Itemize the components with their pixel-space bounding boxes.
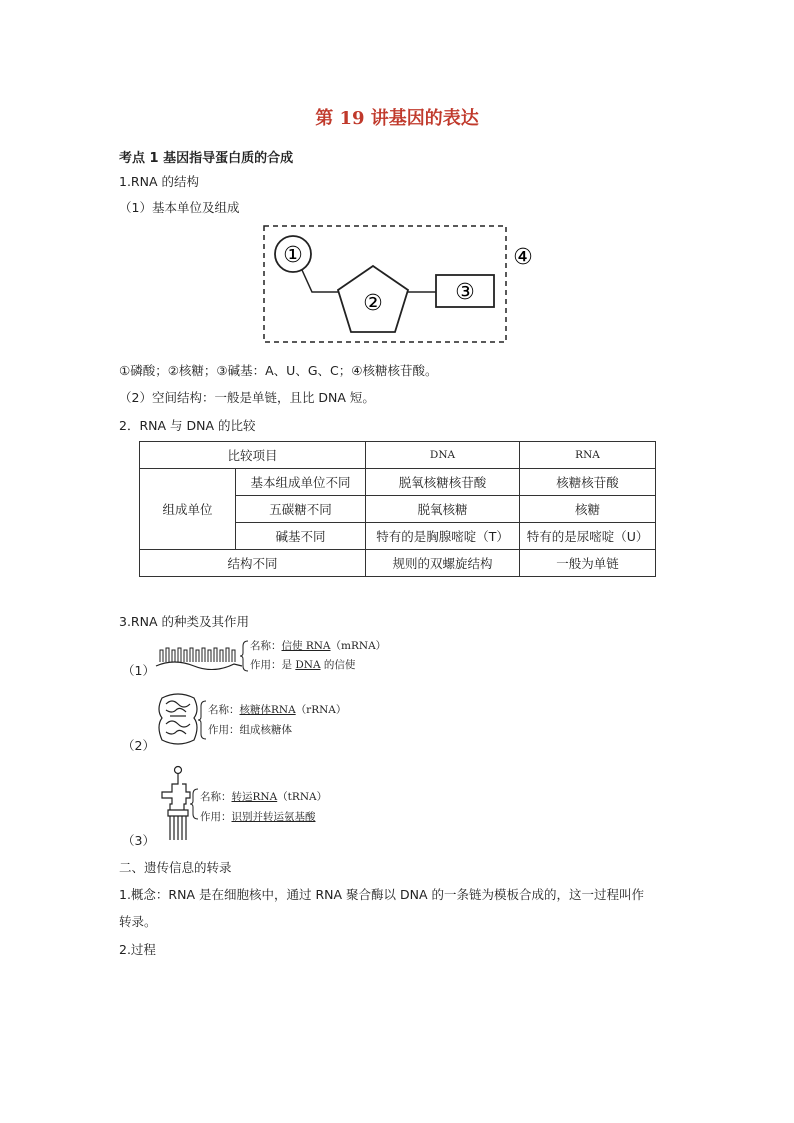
table-row	[140, 550, 656, 577]
func-prefix: 是	[281, 659, 296, 671]
name-label: 名称：	[200, 791, 232, 803]
table-cell: 脱氧核糖	[366, 496, 520, 523]
item2-heading: 2．RNA 与 DNA 的比较	[119, 418, 256, 433]
name-suffix: （mRNA）	[330, 640, 387, 652]
rna-type-3-function	[200, 809, 316, 824]
mrna-illustration	[154, 644, 246, 670]
func-value: DNA	[295, 659, 321, 671]
rna-type-2-number: （2）	[122, 738, 155, 753]
rna-type-2-name	[208, 702, 346, 717]
brace-icon	[240, 640, 250, 672]
table-cell: 一般为单链	[520, 550, 656, 577]
brace-icon	[198, 700, 208, 740]
group-label-cell: 组成单位	[140, 469, 236, 550]
rna-type-1-number: （1）	[122, 663, 155, 678]
section1-heading: 考点 1 基因指导蛋白质的合成	[119, 151, 294, 166]
rna-type-3-name	[200, 789, 327, 804]
page-title: 第 19 讲基因的表达	[315, 108, 479, 129]
func-label: 作用：	[250, 659, 282, 671]
func-suffix: 的信使	[320, 659, 356, 671]
name-value: 核糖体RNA	[239, 704, 296, 716]
table-row	[140, 469, 656, 496]
name-suffix: （rRNA）	[295, 704, 347, 716]
section2-heading: 二、遗传信息的转录	[119, 860, 232, 875]
item1-sub1: （1）基本单位及组成	[119, 200, 240, 215]
table-cell: 基本组成单位不同	[236, 469, 366, 496]
nucleotide-diagram	[258, 222, 543, 347]
label-1: ①	[283, 243, 303, 268]
table-cell: 脱氧核糖核苷酸	[366, 469, 520, 496]
rna-type-1-name	[250, 638, 386, 653]
item1-heading: 1.RNA 的结构	[119, 174, 199, 189]
process-heading: 2.过程	[119, 942, 156, 957]
func-label: 作用：	[200, 811, 232, 823]
table-cell: 特有的是尿嘧啶（U）	[520, 523, 656, 550]
composition-text: ①磷酸；②核糖；③碱基：A、U、G、C；④核糖核苷酸。	[119, 363, 438, 378]
name-suffix: （tRNA）	[277, 791, 328, 803]
header-cell: RNA	[520, 442, 656, 469]
table-cell: 碱基不同	[236, 523, 366, 550]
table-cell: 核糖	[520, 496, 656, 523]
item1-sub2: （2）空间结构：一般是单链，且比 DNA 短。	[119, 390, 375, 405]
rna-type-1-function	[250, 657, 355, 672]
name-label: 名称：	[250, 640, 282, 652]
concept-line-2: 转录。	[119, 914, 157, 929]
name-value: 信使 RNA	[281, 640, 331, 652]
item3-heading: 3.RNA 的种类及其作用	[119, 614, 249, 629]
rrna-illustration	[154, 690, 202, 750]
table-cell: 结构不同	[140, 550, 366, 577]
rna-type-3-number: （3）	[122, 833, 155, 848]
comparison-table	[139, 441, 656, 577]
name-label: 名称：	[208, 704, 240, 716]
func-value: 识别并转运氨基酸	[231, 811, 316, 823]
bond-line-1	[302, 270, 340, 292]
table-header-row	[140, 442, 656, 469]
label-2: ②	[363, 291, 383, 316]
func-label: 作用：	[208, 724, 240, 736]
rna-type-2-function	[208, 722, 292, 737]
table-cell: 五碳糖不同	[236, 496, 366, 523]
brace-icon	[190, 788, 200, 820]
func-value: 组成核糖体	[239, 724, 292, 736]
table-cell: 特有的是胸腺嘧啶（T）	[366, 523, 520, 550]
header-cell: 比较项目	[140, 442, 366, 469]
header-cell: DNA	[366, 442, 520, 469]
table-cell: 规则的双螺旋结构	[366, 550, 520, 577]
name-value: 转运RNA	[231, 791, 278, 803]
concept-line-1: 1.概念：RNA 是在细胞核中，通过 RNA 聚合酶以 DNA 的一条链为模板合成的，这一过程叫作	[119, 887, 644, 902]
table-cell: 核糖核苷酸	[520, 469, 656, 496]
label-3: ③	[455, 280, 475, 305]
label-4: ④	[513, 245, 533, 270]
